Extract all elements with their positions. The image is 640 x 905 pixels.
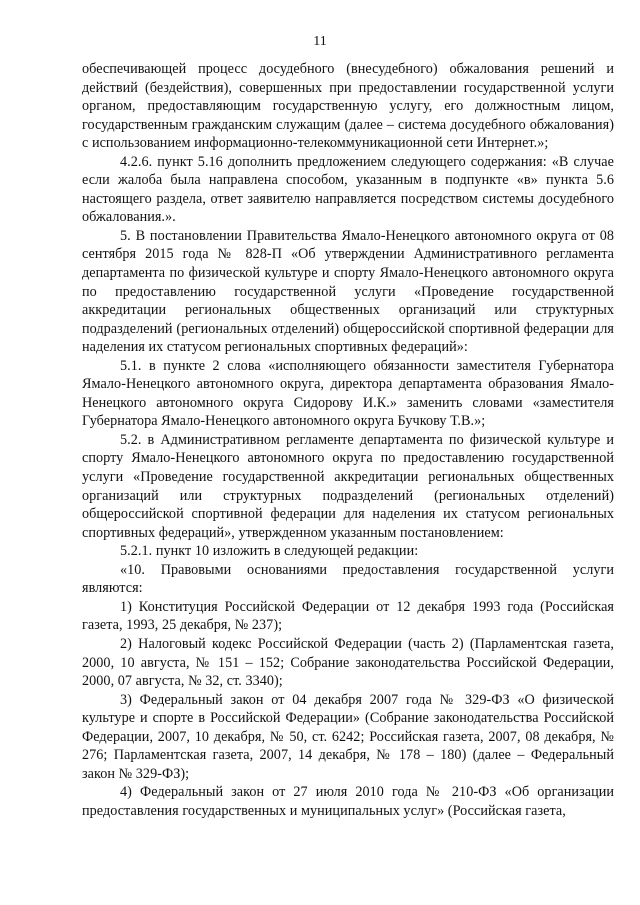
paragraph-continuation: обеспечивающей процесс досудебного (внесудебного) обжалования решений и действий (бездействия), совершенных при предоставлении государственной услуги органом, предоставляющим государственную услугу, его должностным лицом, государственным гражданским служащим (далее – система досудебного обжалования) с использованием информационно-телекоммуникационной сети Интернет.»;: [82, 61, 614, 152]
page-number: 11: [313, 34, 327, 49]
paragraph-4-2-6: 4.2.6. пункт 5.16 дополнить предложением следующего содержания: «В случае если жалоба была направлена способом, указанным в подпункте «в» пункта 5.6 настоящего раздела, ответ заявителю направляется посредством системы досудебного обжалования.».: [82, 153, 614, 226]
paragraph-10-intro: «10. Правовыми основаниями предоставления государственной услуги являются:: [82, 561, 614, 597]
list-item-4: 4) Федеральный закон от 27 июля 2010 года № 210-ФЗ «Об организации предоставления государственных и муниципальных услуг» (Российская газета,: [82, 784, 614, 819]
paragraph-5-1: 5.1. в пункте 2 слова «исполняющего обязанности заместителя Губернатора Ямало-Ненецкого автономного округа, директора департамента образования Ямало-Ненецкого автономного округа Сидорову И.К.» заменить словами «заместителя Губернатора Ямало-Ненецкого автономного округа Бучкову Т.В.»;: [82, 357, 614, 430]
list-item-1: 1) Конституция Российской Федерации от 12 декабря 1993 года (Российская газета, 1993, 25 декабря, № 237);: [82, 598, 614, 634]
list-item-2: 2) Налоговый кодекс Российской Федерации (часть 2) (Парламентская газета, 2000, 10 августа, № 151 – 152; Собрание законодательства Российской Федерации, 2000, 07 августа, № 32, ст. 3340);: [82, 635, 614, 690]
document-body: [82, 60, 614, 820]
paragraph-5-2-1: 5.2.1. пункт 10 изложить в следующей редакции:: [120, 543, 419, 560]
paragraph-5: 5. В постановлении Правительства Ямало-Ненецкого автономного округа от 08 сентября 2015 года № 828-П «Об утверждении Административного регламента департамента по физической культуре и спорту Ямало-Ненецкого автономного округа по предоставлению государственной услуги «Проведение государственной аккредитации региональных общественных организаций или структурных подразделений (региональных отделений) общероссийской спортивной федерации для наделения их статусом региональных спортивных федераций»:: [82, 227, 614, 356]
paragraph-5-2: 5.2. в Административном регламенте департамента по физической культуре и спорту Ямало-Ненецкого автономного округа по предоставлению государственной услуги «Проведение государственной аккредитации региональных общественных организаций или структурных подразделений (региональных отделений) общероссийской спортивной федерации для наделения их статусом региональных спортивных федераций», утвержденном указанным постановлением:: [82, 431, 614, 541]
list-item-3: 3) Федеральный закон от 04 декабря 2007 года № 329-ФЗ «О физической культуре и спорте в Российской Федерации» (Собрание законодательства Российской Федерации, 2007, 10 декабря, № 50, ст. 6242; Российская газета, 2007, 08 декабря, № 276; Парламентская газета, 2007, 14 декабря, № 178 – 180) (далее – Федеральный закон № 329-ФЗ);: [82, 691, 614, 782]
